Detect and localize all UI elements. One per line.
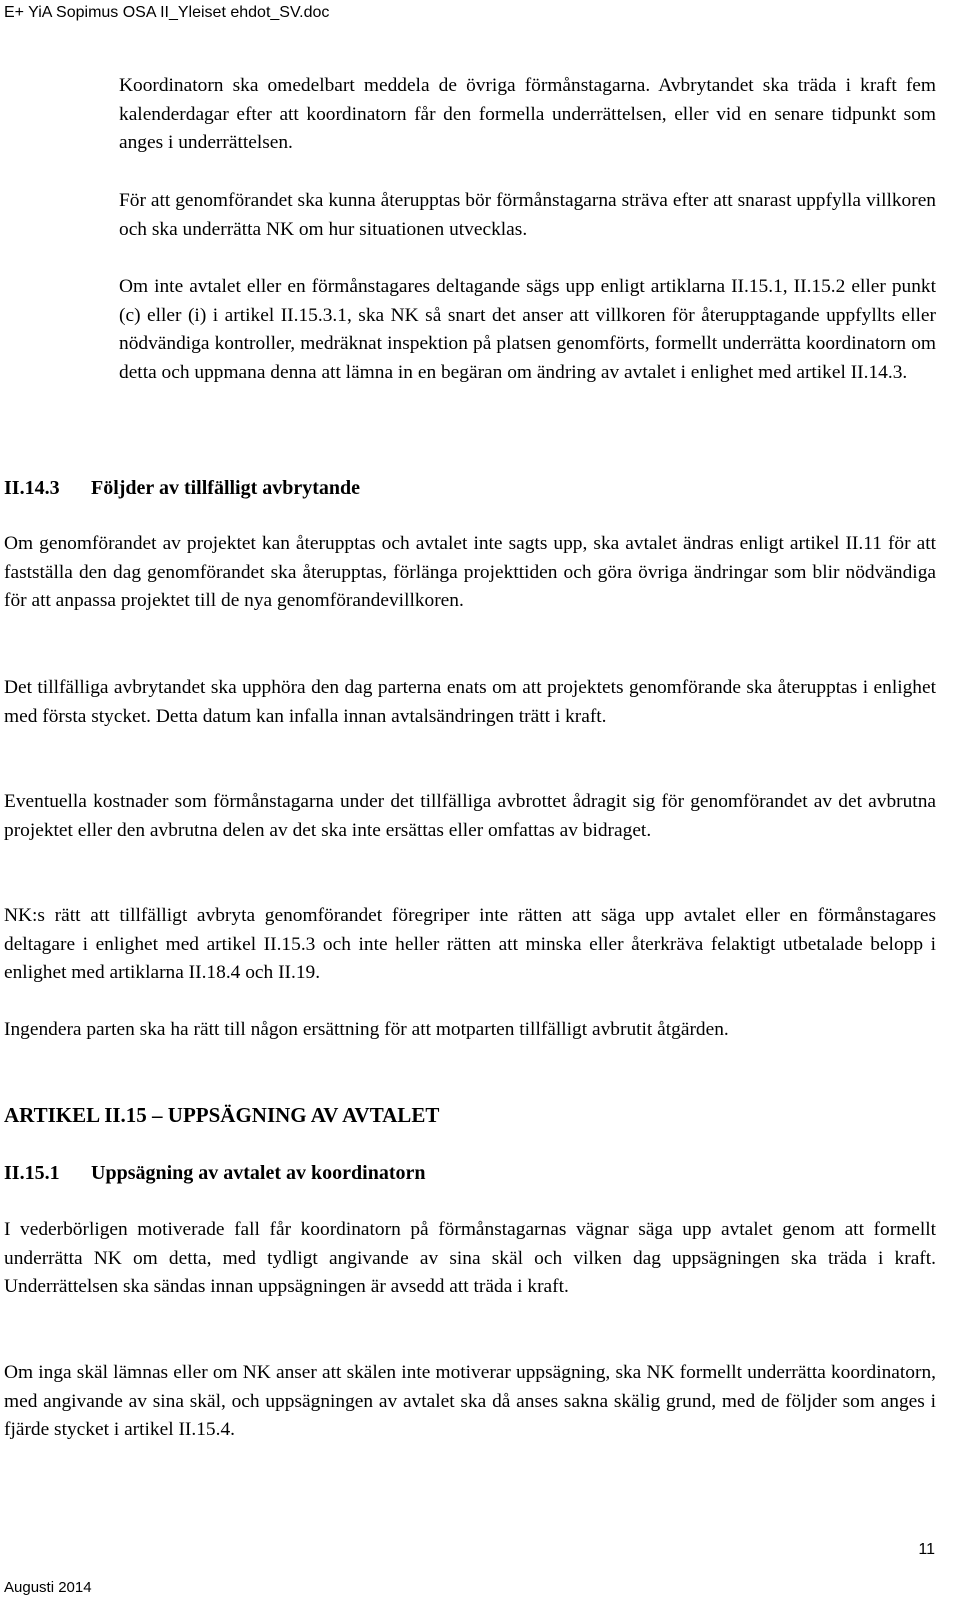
section-heading-ii-15-1 [4,1160,426,1186]
article-heading: ARTIKEL II.15 – UPPSÄGNING AV AVTALET [4,1103,440,1127]
paragraph-5: Det tillfälliga avbrytandet ska upphöra den dag parterna enats om att projektets genomförande ska återupptas i enlighet med första stycket. Detta datum kan infalla innan avtalsändringen trätt i kraft. [4,677,936,727]
paragraph-9: I vederbörligen motiverade fall får koordinatorn på förmånstagarnas vägnar säga upp avtalet genom att formellt underrätta NK om detta, med tydligt angivande av sina skäl och vilken dag uppsägningen ska träda i kraft. Underrättelsen ska sändas innan uppsägningen är avsedd att träda i kraft. [4,1219,936,1297]
section-number: II.15.1 [4,1162,60,1184]
paragraph-4: Om genomförandet av projektet kan återupptas och avtalet inte sagts upp, ska avtalet ändras enligt artikel II.11 för att fastställa den dag genomförandet ska återupptas, förlänga projekttiden och göra övriga ändringar som blir nödvändiga för att anpassa projektet till de nya genomförandevillkoren. [4,533,936,611]
paragraph-3: Om inte avtalet eller en förmånstagares deltagande sägs upp enligt artiklarna II.15.1, II.15.2 eller punkt (c) eller (i) i artikel II.15.3.1, ska NK så snart det anser att villkoren för återupptagande uppfyllts eller nödvändiga kontroller, medräknat inspektion på platsen genomförts, formellt underrätta koordinatorn om detta och uppmana denna att lämna in en begäran om ändring av avtalet i enlighet med artikel II.14.3. [119,276,936,383]
section-number: II.14.3 [4,477,60,499]
paragraph-6: Eventuella kostnader som förmånstagarna under det tillfälliga avbrottet ådragit sig för genomförandet av det avbrutna projektet eller den avbrutna delen av det ska inte ersättas eller omfattas av bidraget. [4,791,936,841]
paragraph-10: Om inga skäl lämnas eller om NK anser att skälen inte motiverar uppsägning, ska NK formellt underrätta koordinatorn, med angivande av sina skäl, och uppsägningen av avtalet ska då anses sakna skälig grund, med de följder som anges i fjärde stycket i artikel II.15.4. [4,1362,936,1440]
section-heading-ii-14-3 [4,475,360,501]
paragraph-8: Ingendera parten ska ha rätt till någon ersättning för att motparten tillfälligt avbrutit åtgärden. [4,1019,729,1040]
paragraph-2: För att genomförandet ska kunna återupptas bör förmånstagarna sträva efter att snarast uppfylla villkoren och ska underrätta NK om hur situationen utvecklas. [119,190,936,240]
page-number: 11 [918,1541,935,1558]
document-title: E+ YiA Sopimus OSA II_Yleiset ehdot_SV.doc [4,4,330,21]
footer-date: Augusti 2014 [4,1579,92,1596]
section-title: Uppsägning av avtalet av koordinatorn [91,1162,426,1184]
paragraph-1: Koordinatorn ska omedelbart meddela de övriga förmånstagarna. Avbrytandet ska träda i kraft fem kalenderdagar efter att koordinatorn får den formella underrättelsen, eller vid en senare tidpunkt som anges i underrättelsen. [119,75,936,153]
section-title: Följder av tillfälligt avbrytande [91,477,361,499]
paragraph-7: NK:s rätt att tillfälligt avbryta genomförandet föregriper inte rätten att säga upp avtalet eller en förmånstagares deltagare i enlighet med artikel II.15.3 och inte heller rätten att minska eller återkräva felaktigt utbetalade belopp i enlighet med artiklarna II.18.4 och II.19. [4,905,936,983]
